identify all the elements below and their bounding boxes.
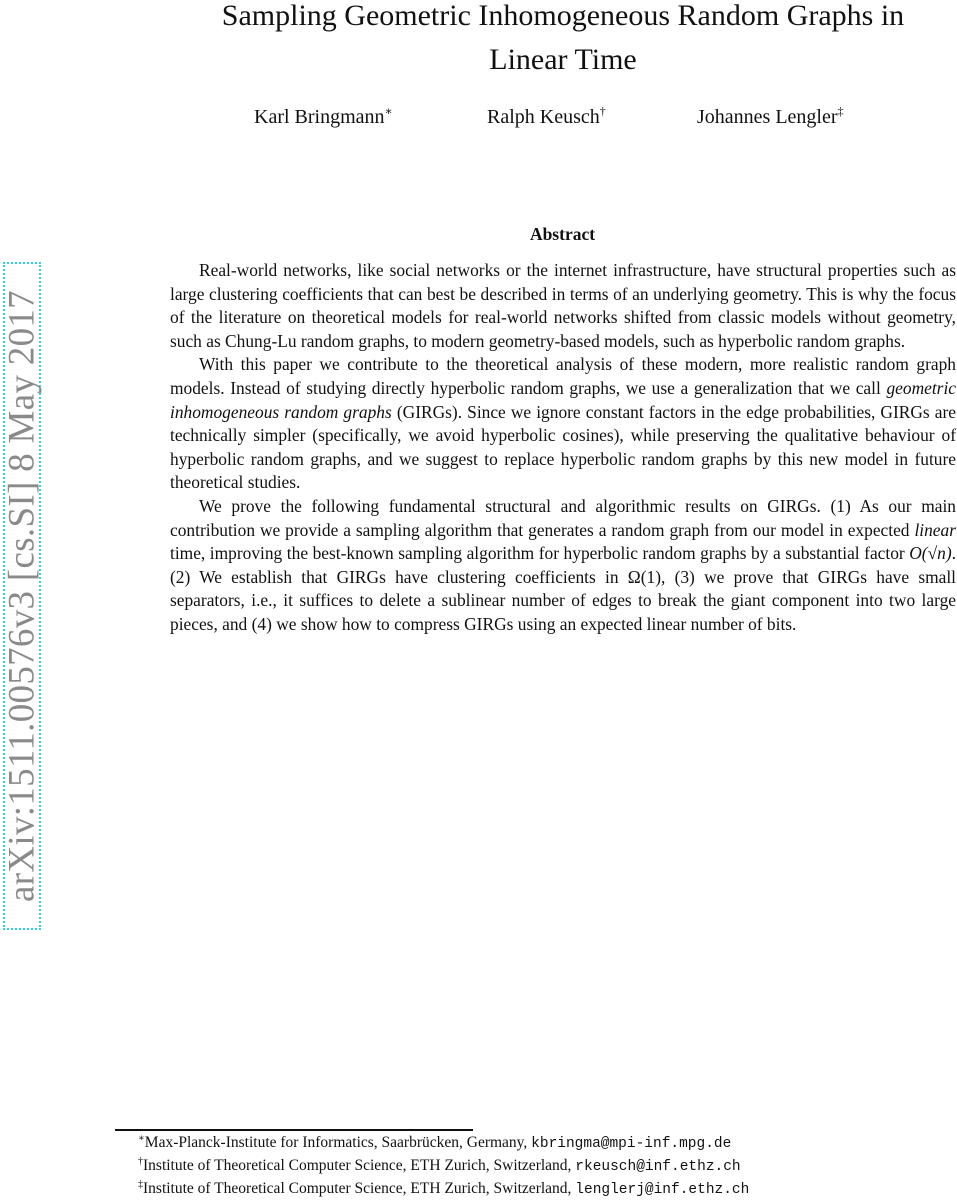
abstract-paragraph-2 <box>170 353 956 495</box>
text-segment: , (3) we prove that GIRGs have small separators, i.e., it suffices to delete a sublinear number of edges to break the giant component into two large pieces, and (4) we show how to compress GIRGs using an expected linear number of bits. <box>170 566 956 634</box>
abstract-heading: Abstract <box>529 224 596 244</box>
title-line-1: Sampling Geometric Inhomogeneous Random Graphs in <box>221 0 905 32</box>
footnote <box>138 1180 749 1198</box>
footnote <box>138 1134 731 1152</box>
footnote-mark: ∗ <box>138 1133 145 1144</box>
author <box>487 106 606 129</box>
author-name: Johannes Lengler <box>697 106 838 128</box>
footnote-rule <box>115 1129 473 1131</box>
text-segment: time, improving the best-known sampling algorithm for hyperbolic random graphs by a substantial factor <box>170 543 910 564</box>
abstract-paragraph-1: Real-world networks, like social networks or the internet infrastructure, have structural properties such as large clustering coefficients that can best be described in terms of an underlying geometry. This is why the focus of the literature on theoretical models for real-world networks shifted from classic models without geometry, such as Chung-Lu random graphs, to modern geometry-based models, such as hyperbolic random graphs. <box>170 260 956 351</box>
text-segment: . (2) We establish that GIRGs have clustering coefficients in <box>170 543 956 587</box>
math-expression: Ω(1) <box>627 566 661 587</box>
email-link[interactable]: rkeusch@inf.ethz.ch <box>575 1159 741 1175</box>
footnote <box>138 1157 741 1175</box>
author-mark: ∗ <box>384 104 393 118</box>
footnote-text: Institute of Theoretical Computer Science, ETH Zurich, Switzerland, <box>143 1157 576 1174</box>
arxiv-identifier: arXiv:1511.00576v3 [cs.SI] 8 May 2017 <box>1 290 43 902</box>
text-segment: With this paper we contribute to the theoretical analysis of these modern, more realistic random graph models. Instead of studying directly hyperbolic random graphs, we use a generalization that we call <box>170 354 956 398</box>
abstract-body <box>170 259 956 637</box>
abstract-paragraph-3 <box>170 495 956 637</box>
author-name: Ralph Keusch <box>487 106 600 128</box>
emphasis: linear <box>914 519 956 540</box>
footnote-mark: † <box>138 1156 143 1167</box>
arxiv-stamp <box>3 262 41 930</box>
footnote-mark: ‡ <box>138 1179 143 1190</box>
email-link[interactable]: kbringma@mpi-inf.mpg.de <box>531 1136 732 1152</box>
text-segment: We prove the following fundamental structural and algorithmic results on GIRGs. (1) As our main contribution we provide a sampling algorithm that generates a random graph from our model in expected <box>170 495 956 540</box>
author-mark: † <box>599 104 606 118</box>
paper-title <box>160 0 957 82</box>
author-mark: ‡ <box>837 104 844 118</box>
author <box>697 106 844 129</box>
footnote-text: Max-Planck-Institute for Informatics, Saarbrücken, Germany, <box>144 1134 532 1151</box>
footnote-text: Institute of Theoretical Computer Science, ETH Zurich, Switzerland, <box>143 1180 576 1197</box>
text-segment: (GIRGs). Since we ignore constant factors in the edge probabilities, GIRGs are technically simpler (specifically, we avoid hyperbolic cosines), while preserving the qualitative behaviour of hyperbolic random graphs, and we suggest to replace hyperbolic random graphs by this new model in future theoretical studies. <box>170 401 956 493</box>
author-name: Karl Bringmann <box>254 106 385 128</box>
math-expression: O(√n) <box>909 543 952 564</box>
email-link[interactable]: lenglerj@inf.ethz.ch <box>575 1182 750 1198</box>
title-line-2: Linear Time <box>489 43 637 76</box>
emphasis: geometric inhomogeneous random graphs <box>170 377 956 422</box>
author <box>254 106 393 129</box>
